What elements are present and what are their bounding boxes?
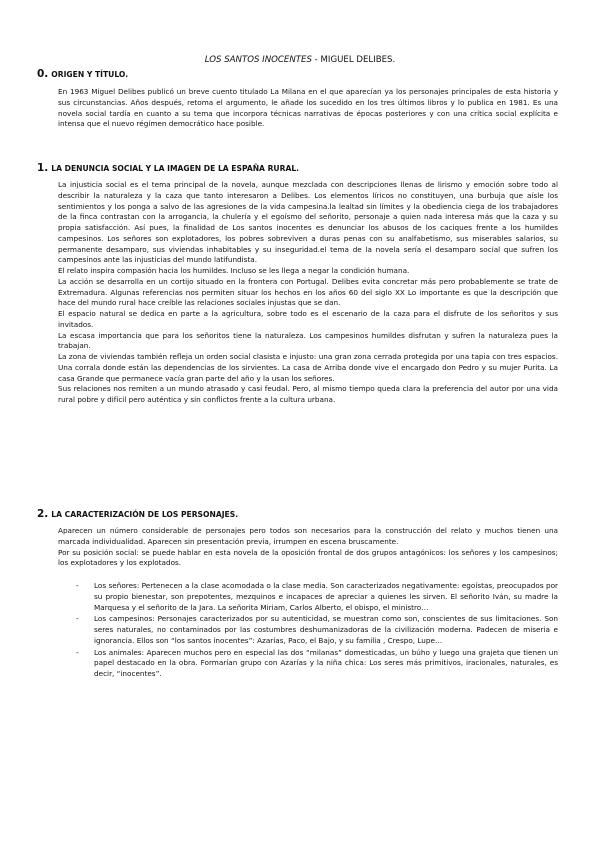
title-work: LOS SANTOS INOCENTES bbox=[204, 55, 312, 65]
paragraph: Sus relaciones nos remiten a un mundo atrasado y casi feudal. Pero, al mismo tiempo queda clara la preferencia del autor por una vida rural pobre y difícil pero auténtica y sin conflictos frente a la cultura urbana. bbox=[58, 384, 558, 404]
list-item-text: Los señores: Pertenecen a la clase acomodada o la clase media. Son caracterizados negativamente: egoístas, preocupados por su propio bienestar, son prepotentes, mezquinos e incapaces de apreciar a quienes les sirven. El señorito Iván, su madre la Marquesa y el señorito de la Jara. La señorita Miriam, Carlos Alberto, el obispo, el ministro… bbox=[94, 581, 558, 612]
section-number: 2. bbox=[37, 508, 49, 520]
paragraph: La injusticia social es el tema principal de la novela, aunque mezclada con descripciones llenas de lirismo y emoción sobre todo al describir la naturaleza y la caza que tanto interesaron a Delibes. Los elementos líricos no constituyen, una burbuja que aísle los sentimientos y los ponga a salvo de las agresiones de la vida campesina.la lealtad sin límites y la obediencia ciega de los trabajadores de la finca contrastan con la arrogancia, la chulería y el egoísmo del señorito, personaje a quien nada interesa más que la caza y su propia satisfacción. Así pues, la finalidad de Los santos inocentes es denunciar los abusos de los caciques frente a los humildes campesinos. Los señores son explotadores, los pobres sobreviven a duras penas con su analfabetismo, sus miserables salarios, su permanente desamparo, sus viviendas inhabitables y su inseguridad.el tema de la novela sería el desamparo social que sufren los campesinos ante las injusticias del mundo latifundista. bbox=[58, 180, 558, 265]
document-title bbox=[0, 55, 600, 66]
section-body-0 bbox=[58, 87, 558, 130]
paragraph: Por su posición social: se puede hablar en esta novela de la oposición frontal de dos grupos antagónicos: los señores y los campesinos; los explotadores y los explotados. bbox=[58, 547, 558, 568]
title-separator: - bbox=[311, 55, 321, 65]
section-body-1 bbox=[58, 180, 558, 406]
characters-list bbox=[58, 581, 558, 681]
paragraph: La zona de viviendas también refleja un orden social clasista e injusto: una gran zona cerrada protegida por una tapia con tres espacios. Una corrala donde están las dependencias de los sirvientes. La casa de Arriba donde vive el encargado don Pedro y su mujer Purita. La casa Grande que permanece vacía gran parte del año y la usan los señores. bbox=[58, 352, 558, 383]
list-item-text: Los campesinos: Personajes caracterizados por su autenticidad, se muestran como son, conscientes de sus limitaciones. Son seres naturales, no contaminados por las costumbres deshumanizadoras de la civilización moderna. Padecen de miseria e ignorancia. Ellos son “los santos inocentes”: Azarías, Paco, el Bajo, y su familia , Crespo, Lupe… bbox=[94, 614, 558, 645]
paragraph: La acción se desarrolla en un cortijo situado en la frontera con Portugal. Delibes evita concretar más pero probablemente se trate de Extremadura. Algunas referencias nos permiten situar los hechos en los años 60 del siglo XX Lo importante es que la descripción que hace del mundo rural hace creíble las relaciones sociales injustas que se dan. bbox=[58, 276, 558, 308]
section-title: LA CARACTERIZACIÓN DE LOS PERSONAJES. bbox=[51, 510, 239, 519]
list-dash: - bbox=[76, 614, 79, 624]
paragraph: En 1963 Miguel Delibes publicó un breve cuento titulado La Milana en el que aparecían ya los personajes principales de esta historia y sus circunstancias. Años después, retoma el argumento, le añade los sucedido en los tres últimos libros y lo publica en 1981. Es una novela social tardía en cuanto a su tema que incorpora técnicas narrativas de épocas posteriores y con una crítica social explícita e intensa que el nuevo régimen democrático hace posible. bbox=[58, 87, 558, 129]
list-item bbox=[58, 581, 558, 613]
section-heading-2 bbox=[37, 509, 238, 520]
paragraph: Aparecen un número considerable de personajes pero todos son necesarios para la construcción del relato y muchos tienen una marcada individualidad. Aparecen sin presentación previa, irrumpen en escena bruscamente. bbox=[58, 526, 558, 546]
section-number: 0. bbox=[37, 68, 49, 80]
list-item bbox=[58, 648, 558, 680]
list-item-text: Los animales: Aparecen muchos pero en especial las dos “milanas” domesticadas, un búho y luego una grajeta que tienen un papel destacado en la obra. Formarían grupo con Azarías y la niña chica: Los seres más primitivos, iracionales, naturales, es decir, “inocentes”. bbox=[94, 647, 558, 678]
section-heading-0 bbox=[37, 69, 128, 80]
section-number: 1. bbox=[37, 162, 49, 174]
title-author: MIGUEL DELIBES. bbox=[320, 55, 396, 65]
paragraph: La escasa importancia que para los señoritos tiene la naturaleza. Los campesinos humildes disfrutan y sufren la naturaleza pues la trabajan. bbox=[58, 330, 558, 351]
section-heading-1 bbox=[37, 163, 299, 174]
list-item bbox=[58, 614, 558, 646]
list-dash: - bbox=[76, 581, 79, 590]
paragraph: El relato inspira compasión hacia los humildes. Incluso se les llega a negar la condición humana. bbox=[58, 266, 410, 275]
section-body-2 bbox=[58, 526, 558, 569]
list-dash: - bbox=[76, 647, 79, 657]
section-title: ORIGEN Y TÍTULO. bbox=[51, 70, 129, 79]
section-title: LA DENUNCIA SOCIAL Y LA IMAGEN DE LA ESPAÑA RURAL. bbox=[51, 164, 300, 173]
paragraph: El espacio natural se dedica en parte a la agricultura, sobre todo es el escenario de la caza para el disfrute de los señoritos y sus invitados. bbox=[58, 309, 558, 329]
